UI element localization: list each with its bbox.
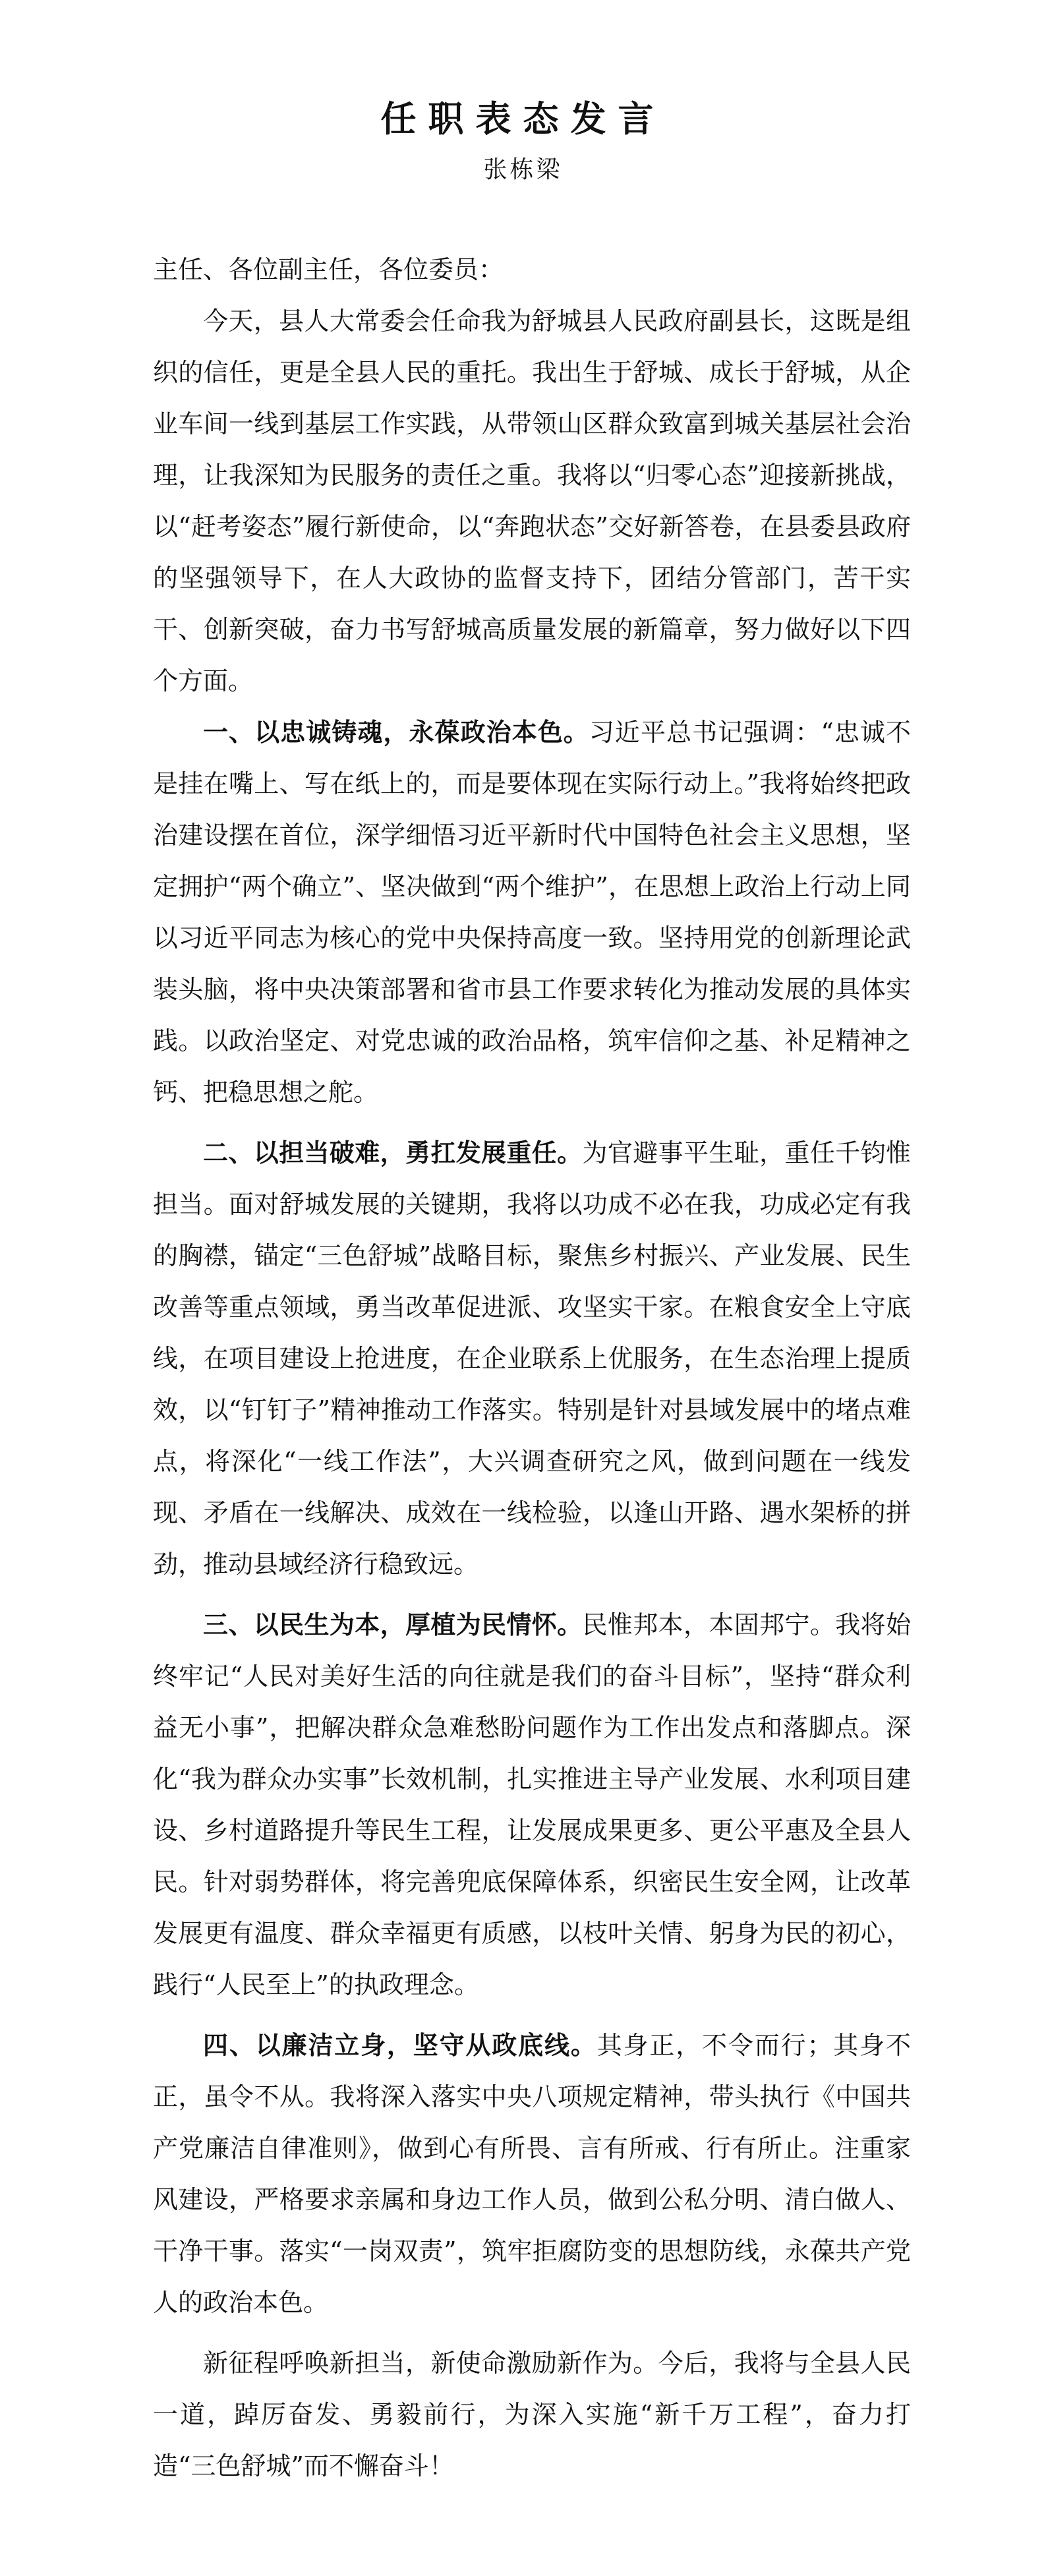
document-body: [153, 244, 911, 2492]
section-1-paragraph: [153, 707, 911, 1118]
section-3-heading: 三、以民生为本，厚植为民情怀。: [203, 1610, 583, 1639]
section-1-heading: 一、以忠诚铸魂，永葆政治本色。: [203, 717, 589, 747]
document-title: 任职表态发言: [380, 98, 666, 140]
closing-paragraph: 新征程呼唤新担当，新使命激励新作为。今后，我将与全县人民一道，踔厉奋发、勇毅前行，为深入实施“新千万工程”，奋力打造“三色舒城”而不懈奋斗！: [153, 2349, 911, 2480]
section-2-text: 为官避事平生耻，重任千钧惟担当。面对舒城发展的关键期，我将以功成不必在我，功成必定有我的胸襟，锚定“三色舒城”战略目标，聚焦乡村振兴、产业发展、民生改善等重点领域，勇当改革促进派、攻坚实干家。在粮食安全上守底线，在项目建设上抢进度，在企业联系上优服务，在生态治理上提质效，以“钉钉子”精神推动工作落实。特别是针对县域发展中的堵点难点，将深化“一线工作法”，大兴调查研究之风，做到问题在一线发现、矛盾在一线解决、成效在一线检验，以逢山开路、遇水架桥的拼劲，推动县域经济行稳致远。: [153, 1138, 911, 1579]
section-1-text: 习近平总书记强调：“忠诚不是挂在嘴上、写在纸上的，而是要体现在实际行动上。”我将始终把政治建设摆在首位，深学细悟习近平新时代中国特色社会主义思想，坚定拥护“两个确立”、坚决做到“两个维护”，在思想上政治上行动上同以习近平同志为核心的党中央保持高度一致。坚持用党的创新理论武装头脑，将中央决策部署和省市县工作要求转化为推动发展的具体实践。以政治坚定、对党忠诚的政治品格，筑牢信仰之基、补足精神之钙、把稳思想之舵。: [153, 718, 911, 1107]
section-4-heading: 四、以廉洁立身，坚守从政底线。: [203, 2030, 597, 2060]
section-2-paragraph: [153, 1127, 911, 1590]
section-3-paragraph: [153, 1599, 911, 2010]
salutation: 主任、各位副主任，各位委员：: [153, 255, 504, 284]
section-4-paragraph: [153, 2020, 911, 2328]
section-4-text: 其身正，不令而行；其身不正，虽令不从。我将深入落实中央八项规定精神，带头执行《中国共产党廉洁自律准则》，做到心有所畏、言有所戒、行有所止。注重家风建设，严格要求亲属和身边工作人员，做到公私分明、清白做人、干净干事。落实“一岗双责”，筑牢拒腐防变的思想防线，永葆共产党人的政治本色。: [153, 2031, 911, 2317]
document-author: 张栋梁: [483, 156, 563, 183]
intro-paragraph: 今天，县人大常委会任命我为舒城县人民政府副县长，这既是组织的信任，更是全县人民的重托。我出生于舒城、成长于舒城，从企业车间一线到基层工作实践，从带领山区群众致富到城关基层社会治理，让我深知为民服务的责任之重。我将以“归零心态”迎接新挑战，以“赶考姿态”履行新使命，以“奔跑状态”交好新答卷，在县委县政府的坚强领导下，在人大政协的监督支持下，团结分管部门，苦干实干、创新突破，奋力书写舒城高质量发展的新篇章，努力做好以下四个方面。: [153, 307, 911, 695]
section-3-text: 民惟邦本，本固邦宁。我将始终牢记“人民对美好生活的向往就是我们的奋斗目标”，坚持“群众利益无小事”，把解决群众急难愁盼问题作为工作出发点和落脚点。深化“我为群众办实事”长效机制，扎实推进主导产业发展、水利项目建设、乡村道路提升等民生工程，让发展成果更多、更公平惠及全县人民。针对弱势群体，将完善兜底保障体系，织密民生安全网，让改革发展更有温度、群众幸福更有质感，以枝叶关情、躬身为民的初心，践行“人民至上”的执政理念。: [153, 1610, 911, 1999]
section-2-heading: 二、以担当破难，勇扛发展重任。: [203, 1138, 583, 1167]
